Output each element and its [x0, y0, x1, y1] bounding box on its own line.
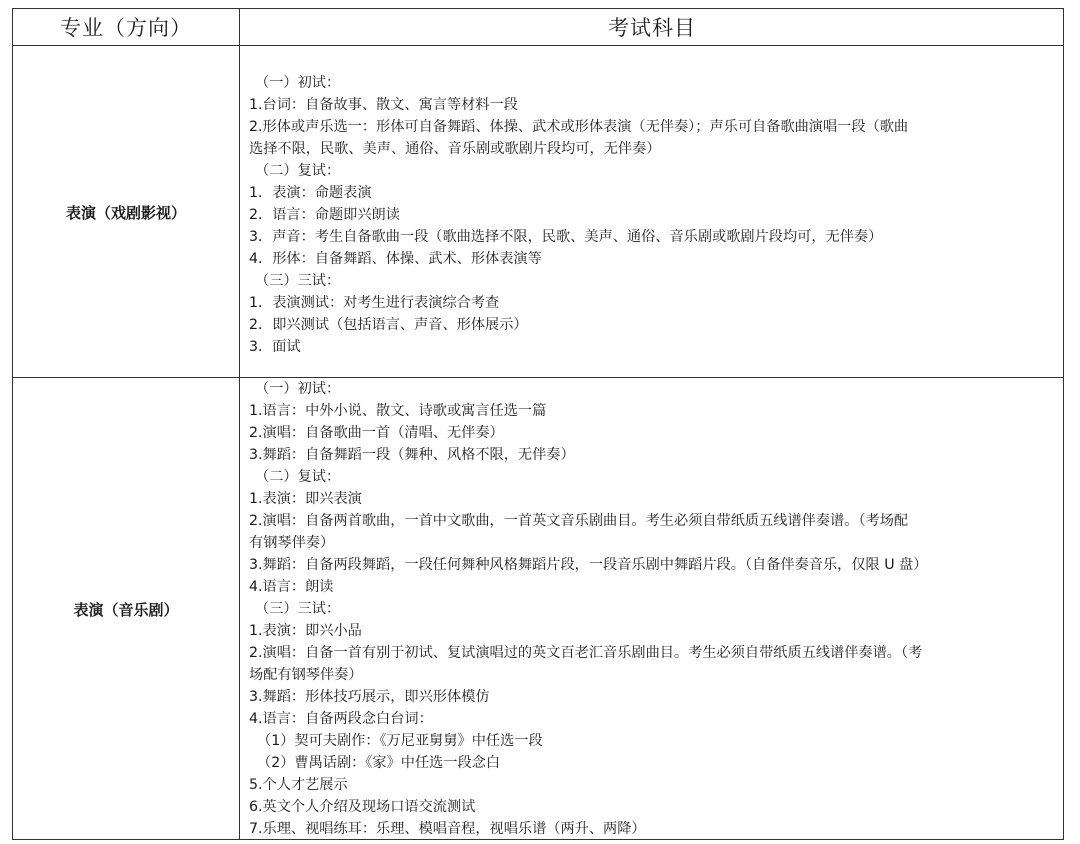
exam-item-line: 1.语言：中外小说、散文、诗歌或寓言任选一篇: [249, 403, 547, 419]
exam-item-line: 7.乐理、视唱练耳：乐理、模唱音程，视唱乐谱（两升、两降）: [249, 821, 646, 837]
exam-stage-heading: （二）复试：: [255, 469, 341, 485]
exam-item-line: 1．表演：命题表演: [249, 185, 372, 201]
header-major: 专业（方向）: [60, 16, 192, 40]
exam-item-line: 1.台词：自备故事、散文、寓言等材料一段: [249, 97, 518, 113]
exam-item-line: 2.形体或声乐选一：形体可自备舞蹈、体操、武术或形体表演（无伴奏）；声乐可自备歌曲演唱一段（歌曲: [249, 119, 909, 135]
exam-item-line: 3．声音：考生自备歌曲一段（歌曲选择不限，民歌、美声、通俗、音乐剧或歌剧片段均可，无伴奏）: [249, 229, 883, 245]
exam-item-line: 1.表演：即兴小品: [249, 623, 362, 639]
exam-item-line: 有钢琴伴奏）: [249, 535, 335, 551]
row-major-drama: 表演（戏剧影视）: [65, 203, 186, 222]
exam-stage-heading: （三）三试：: [255, 601, 341, 617]
exam-item-line: 2.演唱：自备一首有别于初试、复试演唱过的英文百老汇音乐剧曲目。考生必须自带纸质五线谱伴奏谱。（考: [249, 645, 923, 661]
row-major-musical: 表演（音乐剧）: [73, 600, 179, 619]
exam-item-line: 场配有钢琴伴奏）: [249, 667, 363, 683]
exam-item-line: 4．形体：自备舞蹈、体操、武术、形体表演等: [249, 251, 542, 267]
exam-stage-heading: （二）复试：: [255, 163, 341, 179]
exam-item-line: 选择不限，民歌、美声、通俗、音乐剧或歌剧片段均可，无伴奏）: [249, 141, 661, 157]
exam-stage-heading: （一）初试：: [255, 75, 341, 91]
exam-item-line: （1）契可夫剧作：《万尼亚舅舅》中任选一段: [257, 733, 543, 749]
header-divider: [13, 45, 1063, 46]
exam-item-line: 1.表演：即兴表演: [249, 491, 362, 507]
exam-item-line: 3.舞蹈：形体技巧展示，即兴形体模仿: [249, 689, 490, 705]
exam-item-line: 3.舞蹈：自备舞蹈一段（舞种、风格不限，无伴奏）: [249, 447, 575, 463]
exam-item-line: 2．即兴测试（包括语言、声音、形体展示）: [249, 317, 528, 333]
exam-stage-heading: （一）初试：: [255, 381, 341, 397]
header-subjects: 考试科目: [608, 16, 696, 40]
exam-item-line: 2.演唱：自备两首歌曲，一首中文歌曲，一首英文音乐剧曲目。考生必须自带纸质五线谱伴奏谱。（考场配: [249, 513, 909, 529]
row-subjects-drama: [249, 72, 1057, 358]
exam-item-line: 4.语言：自备两段念白台词：: [249, 711, 433, 727]
exam-item-line: 1．表演测试：对考生进行表演综合考查: [249, 295, 500, 311]
exam-item-line: 5.个人才艺展示: [249, 777, 348, 793]
row-subjects-musical: [249, 378, 1057, 840]
exam-table: [12, 8, 1064, 840]
column-divider: [239, 9, 240, 839]
exam-item-line: 2.演唱：自备歌曲一首（清唱、无伴奏）: [249, 425, 504, 441]
exam-item-line: （2）曹禺话剧：《家》中任选一段念白: [257, 755, 501, 771]
exam-item-line: 3．面试: [249, 339, 301, 355]
exam-stage-heading: （三）三试：: [255, 273, 341, 289]
exam-item-line: 6.英文个人介绍及现场口语交流测试: [249, 799, 476, 815]
exam-item-line: 4.语言：朗读: [249, 579, 334, 595]
exam-item-line: 3.舞蹈：自备两段舞蹈，一段任何舞种风格舞蹈片段，一段音乐剧中舞蹈片段。（自备伴奏音乐，仅限 U 盘）: [249, 557, 928, 573]
exam-item-line: 2．语言：命题即兴朗读: [249, 207, 400, 223]
